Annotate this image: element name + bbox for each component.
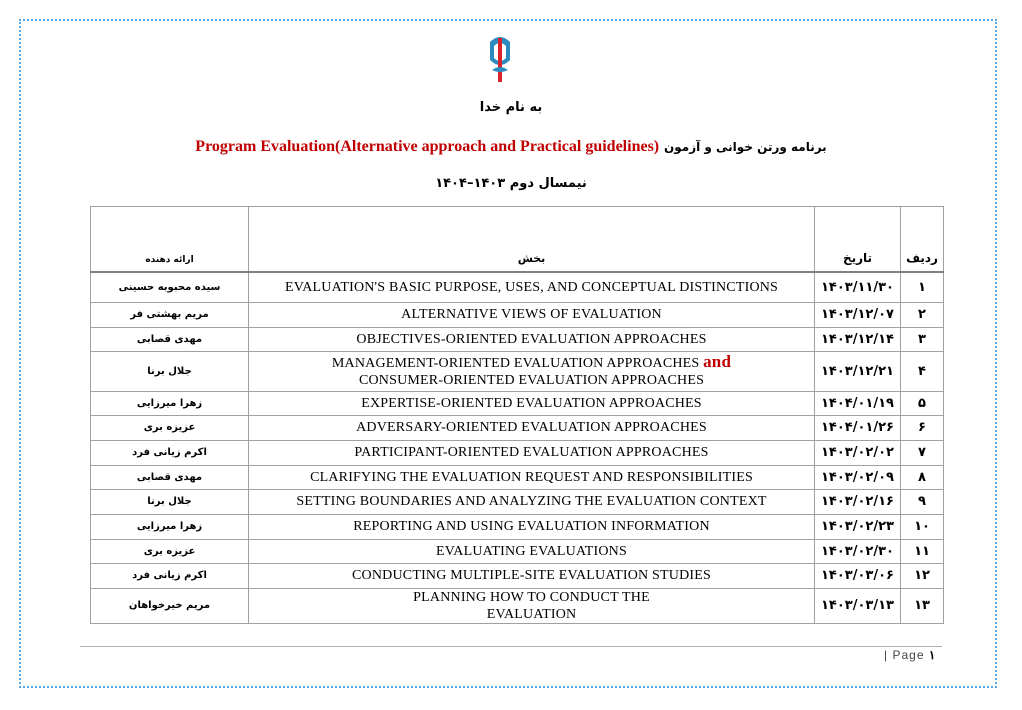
row-number-cell: ۱۲ [901, 563, 944, 588]
title-english: Program Evaluation(Alternative approach and Practical guidelines) [195, 138, 660, 155]
section-text-part-2: CONSUMER-ORIENTED EVALUATION APPROACHES [358, 373, 705, 388]
page-label: Page [892, 648, 925, 662]
basmala-heading: به نام خدا [479, 100, 543, 115]
section-text-part-1: PLANNING HOW TO CONDUCT THE [413, 589, 650, 605]
date-cell: ۱۴۰۳/۱۲/۱۴ [815, 327, 901, 351]
table-row [91, 272, 944, 302]
table-row [91, 440, 944, 465]
table-row [91, 465, 944, 489]
header-section: بخش [249, 207, 815, 273]
section-cell: CONDUCTING MULTIPLE-SITE EVALUATION STUDIES [249, 563, 815, 588]
date-cell: ۱۴۰۳/۰۲/۰۲ [815, 440, 901, 465]
date-cell: ۱۴۰۳/۱۲/۰۷ [815, 302, 901, 327]
row-number-cell: ۴ [901, 351, 944, 391]
logo-mark [490, 37, 510, 82]
row-number-cell: ۵ [901, 391, 944, 415]
row-number-cell: ۱۱ [901, 539, 944, 563]
document-title [0, 138, 1022, 156]
table-row [91, 489, 944, 514]
section-cell [249, 588, 815, 623]
university-logo-icon [468, 30, 532, 88]
presenter-cell: عزیزه بری [91, 539, 249, 563]
section-cell: OBJECTIVES-ORIENTED EVALUATION APPROACHES [249, 327, 815, 351]
header-row-number: ردیف [901, 207, 944, 273]
table-row [91, 302, 944, 327]
date-cell: ۱۴۰۳/۰۲/۲۳ [815, 514, 901, 539]
presenter-cell: جلال برنا [91, 351, 249, 391]
page-number: ۱ [928, 648, 936, 662]
row-number-cell: ۶ [901, 415, 944, 440]
footer-divider [80, 646, 942, 647]
section-cell: CLARIFYING THE EVALUATION REQUEST AND RESPONSIBILITIES [249, 465, 815, 489]
presenter-cell: مهدی قصابی [91, 465, 249, 489]
section-text-part-2: EVALUATION [486, 606, 577, 622]
section-text-part-1: MANAGEMENT-ORIENTED EVALUATION APPROACHES [331, 356, 700, 371]
section-cell: EVALUATION'S BASIC PURPOSE, USES, AND CONCEPTUAL DISTINCTIONS [249, 272, 815, 302]
section-and-connector: and [703, 352, 732, 371]
row-number-cell: ۲ [901, 302, 944, 327]
presenter-cell: جلال برنا [91, 489, 249, 514]
date-cell: ۱۴۰۳/۰۲/۳۰ [815, 539, 901, 563]
date-cell: ۱۴۰۳/۰۳/۱۳ [815, 588, 901, 623]
presenter-cell: زهرا میرزایی [91, 391, 249, 415]
section-cell: EVALUATING EVALUATIONS [249, 539, 815, 563]
date-cell: ۱۴۰۳/۰۲/۰۹ [815, 465, 901, 489]
row-number-cell: ۸ [901, 465, 944, 489]
date-cell: ۱۴۰۴/۰۱/۱۹ [815, 391, 901, 415]
presenter-cell: مریم خیرخواهان [91, 588, 249, 623]
section-cell: REPORTING AND USING EVALUATION INFORMATION [249, 514, 815, 539]
presenter-cell: مهدی قصابی [91, 327, 249, 351]
row-number-cell: ۹ [901, 489, 944, 514]
section-cell: EXPERTISE-ORIENTED EVALUATION APPROACHES [249, 391, 815, 415]
title-persian: برنامه ورتن خوانی و آزمون [664, 140, 827, 154]
date-cell: ۱۴۰۳/۱۲/۲۱ [815, 351, 901, 391]
row-number-cell: ۳ [901, 327, 944, 351]
schedule-table [90, 206, 944, 624]
presenter-cell: زهرا میرزایی [91, 514, 249, 539]
date-cell: ۱۴۰۴/۰۱/۲۶ [815, 415, 901, 440]
presenter-cell: عزیزه بری [91, 415, 249, 440]
presenter-cell: سیده محبوبه حسینی [91, 272, 249, 302]
table-row [91, 391, 944, 415]
page-footer [884, 648, 935, 662]
presenter-cell: اکرم زیانی فرد [91, 563, 249, 588]
row-number-cell: ۱ [901, 272, 944, 302]
section-cell: PARTICIPANT-ORIENTED EVALUATION APPROACHES [249, 440, 815, 465]
table-row [91, 514, 944, 539]
date-cell: ۱۴۰۳/۰۲/۱۶ [815, 489, 901, 514]
table-row [91, 539, 944, 563]
section-cell: SETTING BOUNDARIES AND ANALYZING THE EVALUATION CONTEXT [249, 489, 815, 514]
row-number-cell: ۱۰ [901, 514, 944, 539]
table-row [91, 327, 944, 351]
footer-separator: | [884, 648, 889, 662]
section-cell [249, 351, 815, 391]
semester-label: نیمسال دوم ۱۴۰۳–۱۴۰۴ [435, 176, 587, 191]
section-cell: ALTERNATIVE VIEWS OF EVALUATION [249, 302, 815, 327]
section-cell: ADVERSARY-ORIENTED EVALUATION APPROACHES [249, 415, 815, 440]
header-date: تاریخ [815, 207, 901, 273]
presenter-cell: مریم بهشتی فر [91, 302, 249, 327]
date-cell: ۱۴۰۳/۱۱/۳۰ [815, 272, 901, 302]
table-row [91, 563, 944, 588]
header-presenter: ارائه دهنده [91, 207, 249, 273]
date-cell: ۱۴۰۳/۰۳/۰۶ [815, 563, 901, 588]
table-row [91, 588, 944, 623]
table-row [91, 415, 944, 440]
presenter-cell: اکرم زیانی فرد [91, 440, 249, 465]
row-number-cell: ۱۳ [901, 588, 944, 623]
row-number-cell: ۷ [901, 440, 944, 465]
table-row [91, 351, 944, 391]
table-header-row [91, 207, 944, 273]
